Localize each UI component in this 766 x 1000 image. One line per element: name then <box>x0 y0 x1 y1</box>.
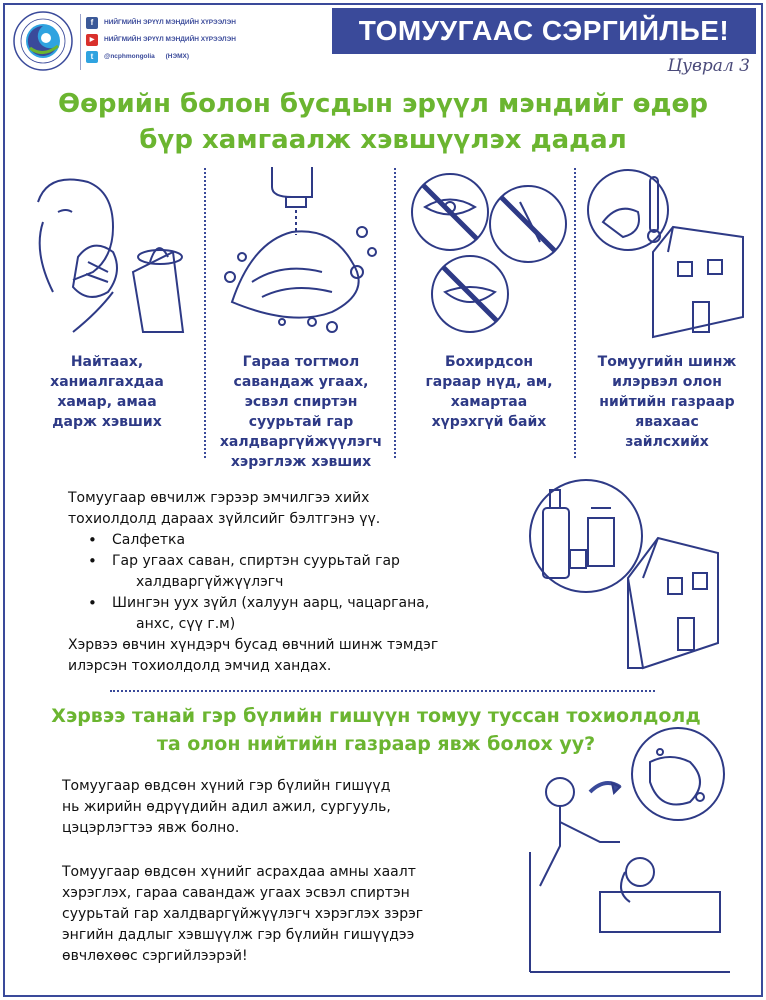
caption-line: нийтийн газраар <box>599 394 735 410</box>
prep-outro: Хэрвээ өвчин хүндэрч бусад өвчний шинж тэмдэг <box>68 637 439 653</box>
stay-home-illustration <box>578 162 756 342</box>
caption-line: гараар нүд, ам, <box>425 374 553 390</box>
column-divider <box>394 168 396 458</box>
answer-line: хэрэглэх, гараа савандаж угаах эсвэл спиртэн <box>62 885 410 901</box>
prep-intro: тохиолдолд дараах зүйлсийг бэлтгэнэ үү. <box>68 511 381 527</box>
list-item <box>88 593 518 635</box>
habit-caption <box>212 352 390 472</box>
caption-line: илэрвэл олон <box>612 374 722 390</box>
habit-caption <box>18 352 196 432</box>
social-text: НИЙГМИЙН ЭРҮҮЛ МЭНДИЙН ХҮРЭЭЛЭН <box>104 19 236 26</box>
home-supplies-illustration <box>508 478 738 678</box>
habit-column-handwash <box>212 162 390 482</box>
sneeze-illustration <box>18 162 196 342</box>
habit-column-stay-home <box>578 162 756 482</box>
caption-line: хэрэглэж хэвших <box>230 454 372 470</box>
column-divider <box>204 168 206 458</box>
habit-column-sneeze <box>18 162 196 482</box>
caption-line: явахаас <box>635 414 699 430</box>
habit-column-no-touch <box>400 162 578 482</box>
social-text: НИЙГМИЙН ЭРҮҮЛ МЭНДИЙН ХҮРЭЭЛЭН <box>104 36 236 43</box>
caption-line: ханиалгахдаа <box>50 374 164 390</box>
question-line: Хэрвээ танай гэр бүлийн гишүүн томуу туссан тохиолдолд <box>51 705 701 727</box>
caption-line: эсвэл спиртэн <box>244 394 358 410</box>
caption-line: халдваргүйжүүлэгч <box>219 434 383 450</box>
list-item <box>88 530 518 551</box>
answer-paragraph-1 <box>62 776 482 839</box>
title-line: Өөрийн болон бусдын эрүүл мэндийг өдөр <box>57 89 709 119</box>
list-item-text: Шингэн уух зүйл (халуун аарц, чацаргана, <box>112 595 430 611</box>
column-divider <box>574 168 576 458</box>
twitter-icon: t <box>86 51 98 63</box>
habit-caption <box>400 352 578 432</box>
answer-line: нь жирийн өдрүүдийн адил ажил, сургууль, <box>62 799 391 815</box>
caption-line: Бохирдсон <box>444 354 534 370</box>
caption-line: савандаж угаах, <box>233 374 369 390</box>
page-title <box>20 86 746 158</box>
caregiver-illustration <box>500 722 756 992</box>
series-label: Цуврал 3 <box>667 56 750 76</box>
social-row-youtube[interactable] <box>86 31 236 48</box>
answer-paragraph-2 <box>62 862 532 967</box>
title-line: бүр хамгаалж хэвшүүлэх дадал <box>139 125 627 155</box>
list-item-text: Салфетка <box>112 532 186 548</box>
list-item <box>88 551 518 593</box>
prep-list <box>68 530 518 635</box>
prep-intro: Томуугаар өвчилж гэрээр эмчилгээ хийх <box>68 490 370 506</box>
caption-line: дарж хэвших <box>52 414 162 430</box>
facebook-icon: f <box>86 17 98 29</box>
habit-caption <box>578 352 756 452</box>
list-item-text: анхс, сүү г.м) <box>136 616 236 632</box>
answer-line: суурьтай гар халдваргүйжүүлэгч хэрэглэх зэрэг <box>62 906 424 922</box>
answer-line: энгийн дадлыг хэвшүүлж гэр бүлийн гишүүдээ <box>62 927 415 943</box>
caption-line: хамартаа <box>450 394 528 410</box>
list-item-text: халдваргүйжүүлэгч <box>136 574 284 590</box>
caption-line: зайлсхийх <box>625 434 709 450</box>
list-item-text: Гар угаах саван, спиртэн суурьтай гар <box>112 553 400 569</box>
question-line: та олон нийтийн газраар явж болох уу? <box>156 733 596 755</box>
prep-outro: илэрсэн тохиолдолд эмчид хандах. <box>68 658 332 674</box>
caption-line: Томуугийн шинж <box>597 354 737 370</box>
caption-line: Найтаах, <box>70 354 144 370</box>
answer-line: цэцэрлэгтээ явж болно. <box>62 820 240 836</box>
banner-title: ТОМУУГААС СЭРГИЙЛЬЕ! <box>332 8 756 54</box>
section-divider <box>110 690 655 692</box>
caption-line: хамар, амаа <box>57 394 157 410</box>
institute-logo <box>12 10 74 72</box>
social-text: @ncphmongolia (НЭМХ) <box>104 53 189 60</box>
home-care-preparation <box>68 488 518 677</box>
social-links <box>86 14 236 65</box>
caption-line: Гараа тогтмол <box>242 354 360 370</box>
header-divider <box>80 14 81 70</box>
answer-line: өвчлөхөөс сэргийлээрэй! <box>62 948 248 964</box>
caption-line: суурьтай гар <box>248 414 354 430</box>
youtube-icon: ▶ <box>86 34 98 46</box>
caption-line: хүрэхгүй байх <box>431 414 547 430</box>
answer-line: Томуугаар өвдсөн хүнийг асрахдаа амны хаалт <box>62 864 416 880</box>
handwashing-illustration <box>212 162 390 342</box>
no-touch-face-illustration <box>400 162 578 342</box>
social-row-twitter[interactable] <box>86 48 236 65</box>
social-row-facebook[interactable] <box>86 14 236 31</box>
answer-line: Томуугаар өвдсөн хүний гэр бүлийн гишүүд <box>62 778 391 794</box>
